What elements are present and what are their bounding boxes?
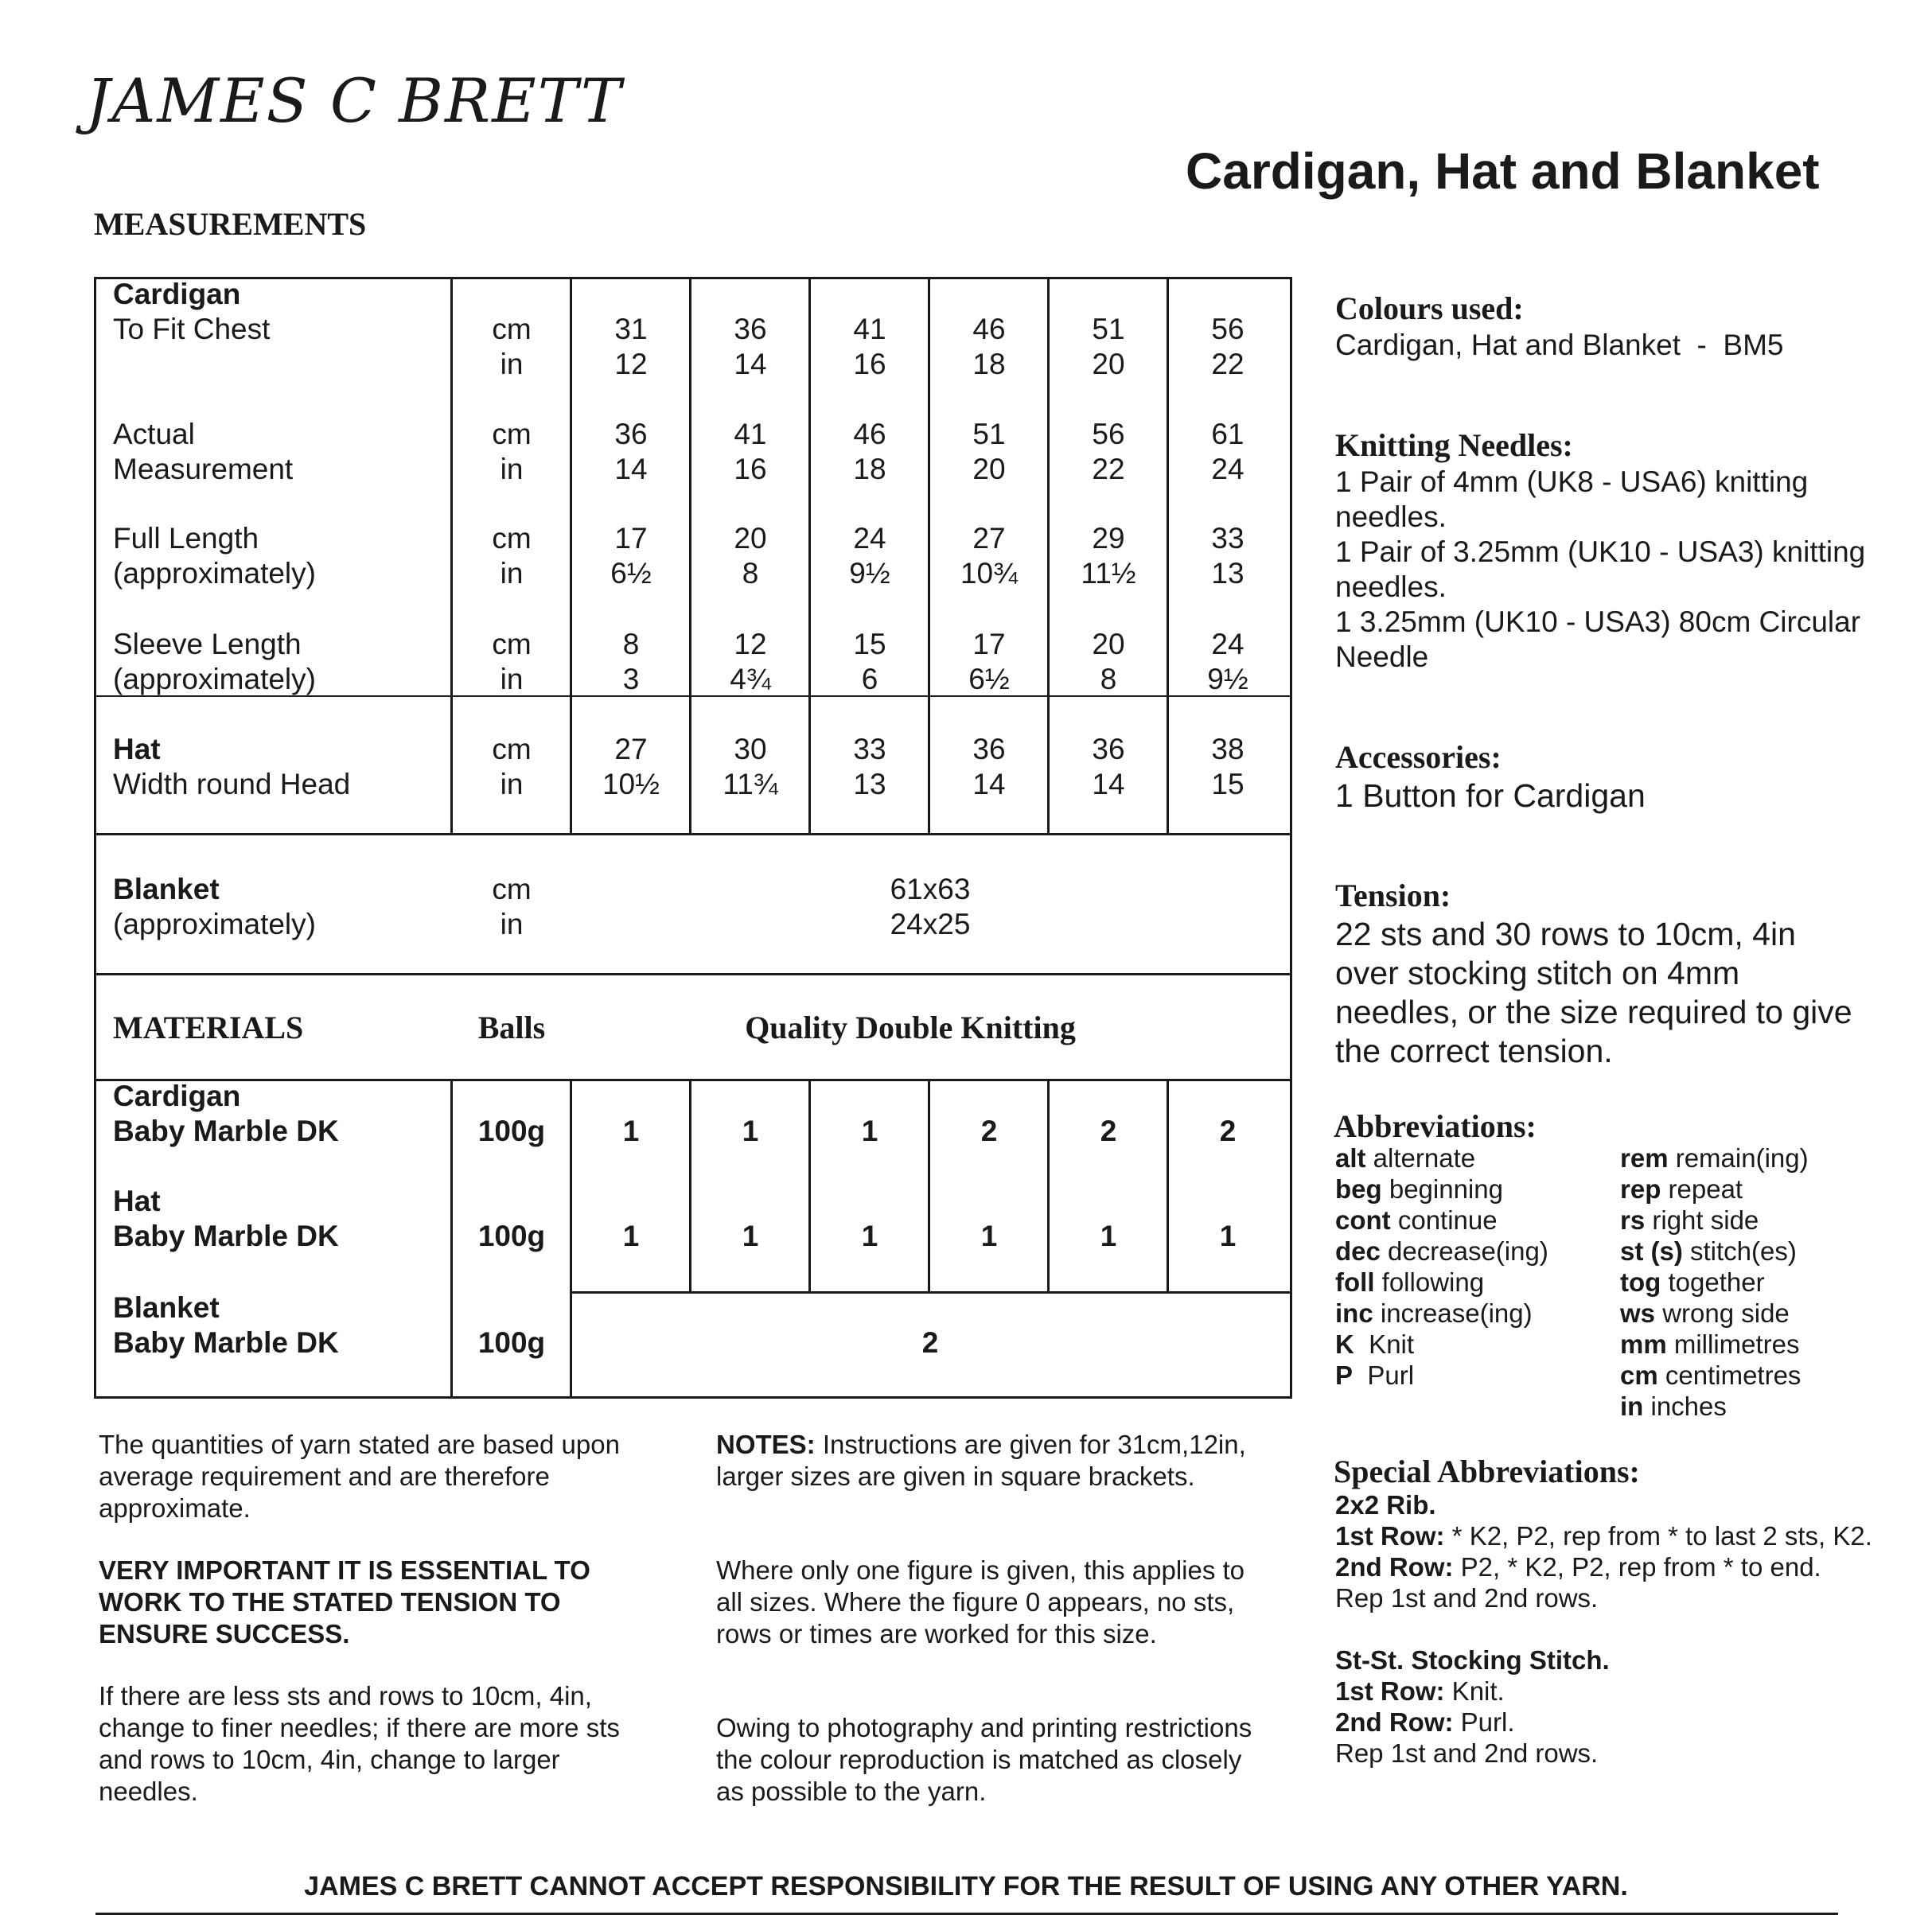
- actual-cm: 51: [972, 418, 1006, 450]
- tension-heading: Tension:: [1335, 878, 1451, 913]
- sleeve-in: 6: [861, 663, 878, 695]
- needles-line: Needle: [1335, 640, 1429, 673]
- material-balls: 1: [861, 1220, 878, 1252]
- sizes-note: Where only one figure is given, this applies to: [716, 1555, 1245, 1585]
- unit-cm: cm: [492, 418, 532, 450]
- rib-row-2: 2nd Row: P2, * K2, P2, rep from * to end.: [1335, 1552, 1821, 1582]
- needles-line: 1 Pair of 3.25mm (UK10 - USA3) knitting: [1335, 535, 1866, 568]
- needles-line: 1 Pair of 4mm (UK8 - USA6) knitting: [1335, 465, 1809, 498]
- colours-text: Cardigan, Hat and Blanket - BM5: [1335, 329, 1784, 361]
- material-name: Blanket: [113, 1291, 220, 1324]
- hat-cm: 36: [1092, 733, 1125, 765]
- hat-in: 13: [853, 768, 886, 800]
- abbreviation-item: in inches: [1620, 1391, 1727, 1421]
- sizes-note: rows or times are worked for this size.: [716, 1619, 1157, 1648]
- unit-cm: cm: [492, 522, 532, 555]
- material-balls: 1: [742, 1115, 759, 1147]
- table-divider: [94, 833, 1292, 835]
- chest-in: 18: [972, 348, 1006, 380]
- full-length-label-2: (approximately): [113, 557, 316, 590]
- hat-in: 11¾: [723, 768, 778, 800]
- material-balls: 1: [1100, 1220, 1117, 1252]
- chest-in: 16: [853, 348, 886, 380]
- full-length-label: Full Length: [113, 522, 259, 555]
- abbreviation-item: alt alternate: [1335, 1143, 1476, 1173]
- chest-cm: 41: [853, 313, 886, 345]
- yarn-quantity-note: approximate.: [99, 1493, 251, 1523]
- sleeve-cm: 8: [622, 628, 640, 660]
- sleeve-in: 4¾: [730, 663, 771, 695]
- material-weight: 100g: [477, 1220, 546, 1252]
- abbreviation-item: ws wrong side: [1620, 1298, 1790, 1328]
- sleeve-cm: 20: [1092, 628, 1125, 660]
- actual-cm: 61: [1211, 418, 1245, 450]
- blanket-cm: 61x63: [890, 873, 971, 905]
- needles-line: 1 3.25mm (UK10 - USA3) 80cm Circular: [1335, 605, 1861, 638]
- sleeve-length-label: Sleeve Length: [113, 628, 302, 660]
- sleeve-cm: 24: [1211, 628, 1245, 660]
- full-length-in: 6½: [610, 557, 652, 590]
- unit-in: in: [500, 908, 524, 940]
- notes-paragraph: NOTES: Instructions are given for 31cm,12in,: [716, 1430, 1246, 1459]
- materials-heading: MATERIALS: [113, 1010, 304, 1045]
- tension-line: over stocking stitch on 4mm: [1335, 955, 1740, 991]
- table-divider: [1167, 1080, 1169, 1293]
- table-divider: [570, 1291, 1292, 1294]
- actual-in: 14: [614, 453, 648, 485]
- colour-note: the colour reproduction is matched as closely: [716, 1745, 1242, 1774]
- material-name: Hat: [113, 1185, 161, 1217]
- abbreviation-item: beg beginning: [1335, 1174, 1503, 1204]
- material-yarn: Baby Marble DK: [113, 1115, 339, 1147]
- hat-in: 15: [1211, 768, 1245, 800]
- chest-cm: 56: [1211, 313, 1245, 345]
- tension-line: needles, or the size required to give: [1335, 994, 1852, 1030]
- rib-title: 2x2 Rib.: [1335, 1490, 1436, 1520]
- material-balls: 2: [980, 1115, 998, 1147]
- abbreviation-item: st (s) stitch(es): [1620, 1236, 1797, 1266]
- actual-cm: 56: [1092, 418, 1125, 450]
- material-balls: 1: [742, 1220, 759, 1252]
- full-length-cm: 29: [1092, 522, 1125, 555]
- stocking-repeat: Rep 1st and 2nd rows.: [1335, 1738, 1599, 1768]
- unit-in: in: [500, 663, 524, 695]
- unit-in: in: [500, 348, 524, 380]
- needle-size-note: and rows to 10cm, 4in, change to larger: [99, 1745, 560, 1774]
- table-divider: [808, 1080, 811, 1293]
- sleeve-in: 9½: [1207, 663, 1248, 695]
- notes-paragraph: larger sizes are given in square brackets.: [716, 1462, 1195, 1491]
- actual-label: Actual: [113, 418, 195, 450]
- chest-label: To Fit Chest: [113, 313, 271, 345]
- full-length-cm: 27: [972, 522, 1006, 555]
- stocking-row-1: 1st Row: Knit.: [1335, 1676, 1505, 1706]
- table-divider: [928, 1080, 930, 1293]
- tension-warning: WORK TO THE STATED TENSION TO: [99, 1587, 561, 1617]
- chest-cm: 46: [972, 313, 1006, 345]
- abbreviations-heading: Abbreviations:: [1334, 1108, 1537, 1144]
- material-weight: 100g: [477, 1115, 546, 1147]
- full-length-in: 11½: [1081, 557, 1136, 590]
- abbreviation-item: inc increase(ing): [1335, 1298, 1533, 1328]
- chest-in: 20: [1092, 348, 1125, 380]
- measurements-heading: MEASUREMENTS: [94, 206, 367, 242]
- material-balls: 2: [1100, 1115, 1117, 1147]
- hat-in: 10½: [602, 768, 660, 800]
- abbreviation-item: rem remain(ing): [1620, 1143, 1809, 1173]
- yarn-quantity-note: The quantities of yarn stated are based upon: [99, 1430, 620, 1459]
- material-balls: 2: [921, 1326, 939, 1359]
- tension-warning: ENSURE SUCCESS.: [99, 1619, 350, 1648]
- hat-cm: 30: [734, 733, 767, 765]
- tension-line: the correct tension.: [1335, 1033, 1613, 1069]
- unit-in: in: [500, 768, 524, 800]
- chest-cm: 51: [1092, 313, 1125, 345]
- unit-cm: cm: [492, 733, 532, 765]
- yarn-quantity-note: average requirement and are therefore: [99, 1462, 550, 1491]
- needle-size-note: change to finer needles; if there are more sts: [99, 1713, 620, 1742]
- actual-in: 24: [1211, 453, 1245, 485]
- hat-cm: 36: [972, 733, 1006, 765]
- material-balls: 1: [980, 1220, 998, 1252]
- table-divider: [689, 1080, 691, 1293]
- hat-label: Hat: [113, 733, 161, 765]
- footer-disclaimer: JAMES C BRETT CANNOT ACCEPT RESPONSIBILITY FOR THE RESULT OF USING ANY OTHER YARN.: [304, 1871, 1628, 1901]
- abbreviation-item: cont continue: [1335, 1205, 1498, 1235]
- full-length-in: 13: [1211, 557, 1245, 590]
- abbreviation-item: foll following: [1335, 1267, 1485, 1297]
- hat-cm: 33: [853, 733, 886, 765]
- material-balls: 1: [1219, 1220, 1237, 1252]
- material-yarn: Baby Marble DK: [113, 1220, 339, 1252]
- full-length-cm: 24: [853, 522, 886, 555]
- table-border-top: [94, 277, 1292, 279]
- sleeve-in: 6½: [968, 663, 1010, 695]
- needles-heading: Knitting Needles:: [1335, 427, 1573, 463]
- unit-cm: cm: [492, 873, 532, 905]
- full-length-in: 10¾: [960, 557, 1018, 590]
- hat-width-label: Width round Head: [113, 768, 351, 800]
- rib-repeat: Rep 1st and 2nd rows.: [1335, 1583, 1599, 1613]
- colours-heading: Colours used:: [1335, 290, 1524, 326]
- rib-row-1: 1st Row: * K2, P2, rep from * to last 2 sts, K2.: [1335, 1521, 1872, 1551]
- accessories-heading: Accessories:: [1335, 739, 1502, 775]
- material-weight: 100g: [477, 1326, 546, 1359]
- material-balls: 1: [622, 1220, 640, 1252]
- actual-label-2: Measurement: [113, 453, 294, 485]
- blanket-approx-label: (approximately): [113, 908, 316, 940]
- actual-in: 20: [972, 453, 1006, 485]
- colour-note: as possible to the yarn.: [716, 1777, 987, 1806]
- hat-cm: 27: [614, 733, 648, 765]
- needle-size-note: needles.: [99, 1777, 198, 1806]
- special-abbreviations-heading: Special Abbreviations:: [1334, 1454, 1640, 1489]
- quality-heading: Quality Double Knitting: [745, 1010, 1076, 1045]
- sizes-note: all sizes. Where the figure 0 appears, no sts,: [716, 1587, 1235, 1617]
- measurements-table: [94, 277, 1292, 1399]
- full-length-cm: 33: [1211, 522, 1245, 555]
- unit-cm: cm: [492, 628, 532, 660]
- table-divider: [94, 1079, 1292, 1081]
- chest-in: 12: [614, 348, 648, 380]
- tension-warning: VERY IMPORTANT IT IS ESSENTIAL TO: [99, 1555, 590, 1585]
- full-length-cm: 17: [614, 522, 648, 555]
- table-border-left: [94, 277, 96, 1399]
- actual-in: 16: [734, 453, 767, 485]
- abbreviation-item: dec decrease(ing): [1335, 1236, 1548, 1266]
- chest-cm: 36: [734, 313, 767, 345]
- table-border-bottom: [94, 1396, 1292, 1399]
- abbreviation-item: rs right side: [1620, 1205, 1759, 1235]
- hat-cm: 38: [1211, 733, 1245, 765]
- accessories-text: 1 Button for Cardigan: [1335, 777, 1646, 814]
- actual-in: 18: [853, 453, 886, 485]
- actual-cm: 46: [853, 418, 886, 450]
- chest-in: 14: [734, 348, 767, 380]
- sleeve-length-label-2: (approximately): [113, 663, 316, 695]
- table-divider: [1047, 1080, 1050, 1293]
- unit-in: in: [500, 557, 524, 590]
- sleeve-cm: 17: [972, 628, 1006, 660]
- colour-note: Owing to photography and printing restrictions: [716, 1713, 1252, 1742]
- material-balls: 1: [622, 1115, 640, 1147]
- material-balls: 1: [861, 1115, 878, 1147]
- tension-line: 22 sts and 30 rows to 10cm, 4in: [1335, 916, 1796, 952]
- cardigan-label: Cardigan: [113, 278, 241, 310]
- blanket-label: Blanket: [113, 873, 220, 905]
- unit-cm: cm: [492, 313, 532, 345]
- needle-size-note: If there are less sts and rows to 10cm, 4in,: [99, 1681, 592, 1711]
- chest-in: 22: [1211, 348, 1245, 380]
- actual-in: 22: [1092, 453, 1125, 485]
- sleeve-in: 8: [1100, 663, 1117, 695]
- abbreviation-item: rep repeat: [1620, 1174, 1743, 1204]
- abbreviation-item: P Purl: [1335, 1360, 1415, 1390]
- sleeve-cm: 15: [853, 628, 886, 660]
- page-title: Cardigan, Hat and Blanket: [1186, 142, 1820, 200]
- needles-line: needles.: [1335, 500, 1447, 533]
- material-name: Cardigan: [113, 1080, 241, 1112]
- needles-line: needles.: [1335, 570, 1447, 603]
- sleeve-in: 3: [622, 663, 640, 695]
- abbreviation-item: cm centimetres: [1620, 1360, 1802, 1390]
- material-balls: 2: [1219, 1115, 1237, 1147]
- hat-in: 14: [1092, 768, 1125, 800]
- abbreviation-item: K Knit: [1335, 1329, 1415, 1359]
- stocking-stitch-title: St-St. Stocking Stitch.: [1335, 1645, 1610, 1675]
- full-length-in: 9½: [849, 557, 890, 590]
- actual-cm: 36: [614, 418, 648, 450]
- full-length-cm: 20: [734, 522, 767, 555]
- blanket-in: 24x25: [890, 908, 971, 940]
- table-divider: [94, 973, 1292, 975]
- full-length-in: 8: [742, 557, 759, 590]
- actual-cm: 41: [734, 418, 767, 450]
- sleeve-cm: 12: [734, 628, 767, 660]
- abbreviation-item: mm millimetres: [1620, 1329, 1800, 1359]
- chest-cm: 31: [614, 313, 648, 345]
- brand-logo: JAMES C BRETT: [86, 65, 623, 136]
- hat-in: 14: [972, 768, 1006, 800]
- table-border-right: [1290, 277, 1292, 1399]
- balls-heading: Balls: [477, 1010, 546, 1045]
- unit-in: in: [500, 453, 524, 485]
- material-yarn: Baby Marble DK: [113, 1326, 339, 1359]
- abbreviation-item: tog together: [1620, 1267, 1765, 1297]
- stocking-row-2: 2nd Row: Purl.: [1335, 1707, 1515, 1737]
